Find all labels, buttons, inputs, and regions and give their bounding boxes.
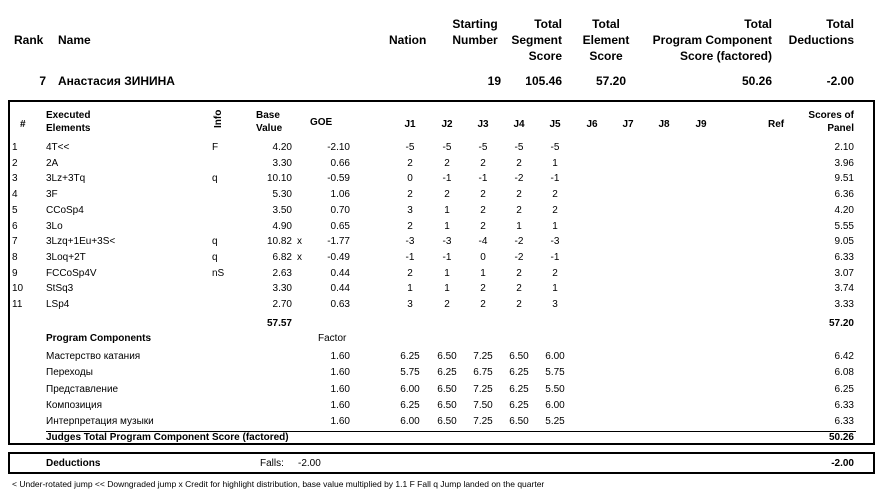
element-score: 3.74 [834, 283, 854, 295]
judge-score: -5 [442, 142, 452, 153]
j5-header: J5 [549, 119, 561, 130]
judge-score: 3 [552, 299, 558, 310]
element-base-value: 10.10 [266, 173, 292, 185]
judge-score: 2 [516, 157, 522, 169]
element-name: LSp4 [46, 299, 70, 310]
element-number: 5 [12, 204, 18, 216]
element-base-value: 2.70 [272, 299, 292, 310]
judge-score: 1 [552, 283, 558, 295]
judge-score: 1 [480, 267, 486, 279]
judge-score: 2 [552, 189, 558, 201]
judge-score: 3 [407, 299, 413, 310]
element-score: 5.55 [834, 220, 854, 232]
judge-score: 3 [407, 204, 413, 216]
element-number: 8 [12, 251, 18, 263]
element-number: 11 [12, 299, 23, 310]
component-judge-score: 5.75 [545, 367, 565, 379]
component-score: 6.25 [834, 383, 854, 395]
judge-score: -5 [405, 142, 415, 153]
judge-score: 2 [407, 189, 413, 201]
component-judge-score: 6.50 [509, 416, 529, 428]
j8-header: J8 [658, 119, 670, 130]
judge-score: 1 [552, 157, 558, 169]
component-judge-score: 6.50 [437, 399, 457, 411]
judge-score: 0 [407, 173, 413, 185]
name-header: Name [58, 33, 91, 47]
component-judge-score: 5.50 [545, 383, 565, 395]
skater-element-score: 57.20 [595, 74, 626, 88]
judge-score: 2 [480, 204, 486, 216]
element-score: 6.33 [834, 251, 854, 263]
component-judge-score: 6.25 [437, 367, 457, 379]
component-judge-score: 6.00 [400, 383, 420, 395]
judge-score: 2 [407, 267, 413, 279]
judge-score: 2 [407, 157, 413, 169]
element-goe: 0.44 [330, 283, 350, 295]
info-header: Info [213, 109, 224, 128]
judge-score: 1 [552, 220, 558, 232]
judge-score: 2 [480, 220, 486, 232]
judge-score: 1 [444, 267, 450, 279]
judge-score: 2 [444, 157, 450, 169]
component-judge-score: 7.25 [473, 383, 493, 395]
component-judge-score: 6.25 [509, 383, 529, 395]
j4-header: J4 [513, 119, 525, 130]
component-score: 6.33 [834, 399, 854, 411]
judge-score: -4 [478, 236, 488, 248]
judge-score: 2 [552, 267, 558, 279]
judge-score: 1 [444, 220, 450, 232]
skater-pcs-score: 50.26 [741, 74, 772, 88]
component-judge-score: 6.25 [400, 399, 420, 411]
judge-score: 1 [407, 283, 413, 295]
judge-score: -3 [442, 236, 452, 248]
element-name: 3Lz+3Tq [46, 173, 86, 185]
element-number: 1 [12, 142, 18, 153]
judge-score: -3 [550, 236, 560, 248]
segment-score-header: Total Segment Score [511, 17, 562, 63]
judge-score: 1 [444, 204, 450, 216]
j9-header: J9 [695, 119, 707, 130]
component-score: 6.33 [834, 416, 854, 428]
element-base-value: 5.30 [272, 189, 292, 201]
skater-segment-score: 105.46 [525, 74, 562, 88]
judge-score: 0 [480, 251, 486, 263]
component-judge-score: 6.00 [545, 399, 565, 411]
element-goe: -0.49 [327, 251, 350, 263]
element-score: 9.51 [834, 173, 854, 185]
skater-starting-number: 19 [487, 74, 501, 88]
component-judge-score: 6.00 [545, 351, 565, 362]
nation-header: Nation [389, 33, 427, 47]
executed-header: Executed Elements [46, 110, 91, 134]
component-factor: 1.60 [330, 416, 350, 428]
skater-name: Анастасия ЗИНИНА [58, 74, 175, 88]
judge-score: -1 [550, 173, 560, 185]
goe-header: GOE [310, 117, 333, 128]
deductions-header: Total Deductions [788, 17, 854, 47]
legend-footer: < Under-rotated jump << Downgraded jump x Credit for highlight distribution, base value multiplied by 1.1 F Fall q Jump landed on the quarter [12, 479, 545, 489]
element-name: FCCoSp4V [46, 267, 97, 279]
element-number: 7 [12, 236, 18, 248]
element-name: 3F [46, 189, 58, 201]
component-judge-score: 6.50 [509, 351, 529, 362]
deductions-label: Deductions [46, 458, 101, 469]
j3-header: J3 [477, 119, 489, 130]
rank-header: Rank [14, 33, 44, 47]
element-goe: -0.59 [327, 173, 350, 185]
element-score: 4.20 [834, 204, 854, 216]
judge-score: -1 [550, 251, 560, 263]
element-score: 2.10 [834, 142, 854, 153]
judge-score: 2 [516, 189, 522, 201]
element-goe: -1.77 [327, 236, 350, 248]
component-judge-score: 6.25 [509, 367, 529, 379]
skater-deductions: -2.00 [826, 74, 854, 88]
program-components-title: Program Components [46, 333, 152, 344]
element-base-value: 4.20 [272, 142, 292, 153]
element-base-value: 3.30 [272, 157, 292, 169]
element-name: StSq3 [46, 283, 74, 295]
element-score: 9.05 [834, 236, 854, 248]
element-name: 3Lzq+1Eu+3S< [46, 236, 116, 248]
element-bonus-mark: x [297, 236, 302, 248]
elements-score-total: 57.20 [828, 318, 854, 329]
judge-score: -1 [405, 251, 415, 263]
element-number: 4 [12, 189, 18, 201]
element-info: q [212, 251, 218, 263]
j6-header: J6 [586, 119, 598, 130]
num-header: # [20, 119, 26, 130]
element-goe: 0.66 [330, 157, 350, 169]
element-goe: 0.44 [330, 267, 350, 279]
judge-score: 2 [516, 204, 522, 216]
element-bonus-mark: x [297, 251, 302, 263]
judge-score: -5 [514, 142, 524, 153]
element-base-value: 6.82 [272, 251, 292, 263]
component-score: 6.08 [834, 367, 854, 379]
judge-score: 2 [552, 204, 558, 216]
element-info: q [212, 236, 218, 248]
judge-score: 2 [444, 299, 450, 310]
element-number: 9 [12, 267, 18, 279]
scores-header: Scores of Panel [808, 110, 854, 134]
element-goe: 0.63 [330, 299, 350, 310]
judge-score: -5 [550, 142, 560, 153]
component-judge-score: 6.25 [509, 399, 529, 411]
element-goe: 0.65 [330, 220, 350, 232]
element-base-value: 2.63 [272, 267, 292, 279]
judge-score: 2 [407, 220, 413, 232]
judge-score: 2 [480, 157, 486, 169]
element-base-value: 4.90 [272, 220, 292, 232]
component-name: Интерпретация музыки [46, 416, 154, 428]
component-name: Переходы [46, 367, 93, 379]
component-judge-score: 6.25 [400, 351, 420, 362]
component-judge-score: 7.50 [473, 399, 493, 411]
deductions-box [8, 452, 875, 474]
element-base-value: 10.82 [266, 236, 292, 248]
component-judge-score: 7.25 [473, 416, 493, 428]
element-number: 10 [12, 283, 24, 295]
element-name: 2A [46, 157, 59, 169]
component-judge-score: 6.50 [437, 351, 457, 362]
component-factor: 1.60 [330, 383, 350, 395]
component-judge-score: 5.25 [545, 416, 565, 428]
element-score-header: Total Element Score [582, 17, 630, 63]
components-total-label: Judges Total Program Component Score (factored) [46, 432, 289, 443]
element-info: nS [212, 267, 225, 279]
elements-base-total: 57.57 [266, 318, 292, 329]
judge-score: 2 [516, 299, 522, 310]
component-judge-score: 6.75 [473, 367, 493, 379]
element-name: CCoSp4 [46, 204, 84, 216]
element-name: 4T<< [46, 142, 70, 153]
deductions-total: -2.00 [831, 458, 854, 469]
element-goe: 0.70 [330, 204, 350, 216]
components-total-score: 50.26 [828, 432, 854, 443]
skater-rank: 7 [39, 74, 46, 88]
component-name: Представление [46, 383, 119, 395]
judge-score: 2 [516, 283, 522, 295]
component-judge-score: 5.75 [400, 367, 420, 379]
element-number: 2 [12, 157, 18, 169]
falls-value: -2.00 [298, 458, 321, 469]
component-factor: 1.60 [330, 367, 350, 379]
judge-score: 2 [444, 189, 450, 201]
component-name: Мастерство катания [46, 351, 141, 362]
component-factor: 1.60 [330, 399, 350, 411]
j2-header: J2 [441, 119, 453, 130]
judge-score: 2 [480, 299, 486, 310]
judge-score: -1 [442, 173, 452, 185]
judge-score: 2 [516, 267, 522, 279]
element-base-value: 3.50 [272, 204, 292, 216]
judge-score: 1 [444, 283, 450, 295]
falls-label: Falls: [260, 458, 284, 469]
j1-header: J1 [404, 119, 416, 130]
component-score: 6.42 [834, 351, 854, 362]
component-judge-score: 6.50 [437, 383, 457, 395]
j7-header: J7 [622, 119, 634, 130]
base-value-header: Base Value [256, 110, 283, 134]
element-info: F [212, 142, 219, 153]
judge-score: -1 [478, 173, 488, 185]
element-number: 3 [12, 173, 18, 185]
element-score: 6.36 [834, 189, 854, 201]
judge-score: -2 [514, 251, 524, 263]
judge-score: -2 [514, 236, 524, 248]
judge-score: 2 [480, 283, 486, 295]
element-info: q [212, 173, 218, 185]
component-name: Композиция [46, 399, 103, 411]
judge-score: -5 [478, 142, 488, 153]
element-goe: -2.10 [327, 142, 350, 153]
element-score: 3.96 [834, 157, 854, 169]
element-goe: 1.06 [330, 189, 350, 201]
element-base-value: 3.30 [272, 283, 292, 295]
element-number: 6 [12, 220, 18, 232]
component-judge-score: 7.25 [473, 351, 493, 362]
component-factor: 1.60 [330, 351, 350, 362]
component-judge-score: 6.00 [400, 416, 420, 428]
judge-score: 1 [516, 220, 522, 232]
judge-score: -2 [514, 173, 524, 185]
component-judge-score: 6.50 [437, 416, 457, 428]
judge-score: -3 [405, 236, 415, 248]
element-score: 3.33 [834, 299, 854, 310]
factor-header: Factor [318, 333, 347, 344]
ref-header: Ref [768, 119, 785, 130]
judge-score: 2 [480, 189, 486, 201]
element-score: 3.07 [834, 267, 854, 279]
element-name: 3Lo [46, 220, 63, 232]
starting-number-header: Starting Number [452, 17, 498, 47]
judge-score: -1 [442, 251, 452, 263]
pcs-header: Total Program Component Score (factored) [652, 17, 772, 63]
element-name: 3Loq+2T [46, 251, 86, 263]
